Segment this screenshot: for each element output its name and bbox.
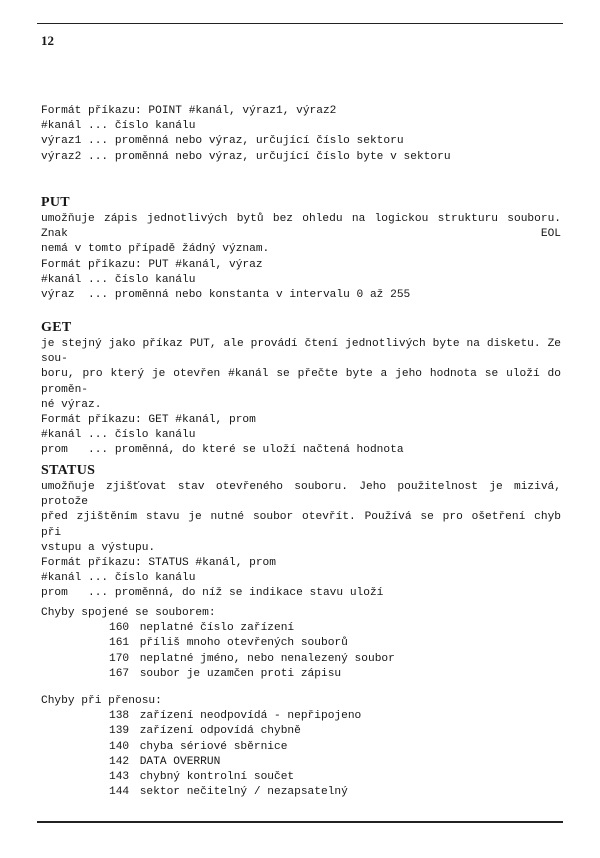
error-item — [41, 740, 561, 755]
error-text: sektor nečitelný / nezapsatelný — [139, 786, 348, 799]
status-description-line: vstupu a výstupu. — [41, 541, 156, 554]
error-text: chyba sériové sběrnice — [139, 740, 288, 753]
top-rule — [37, 23, 563, 24]
status-description — [41, 480, 561, 556]
section-heading-get: GET — [41, 320, 72, 335]
get-param-line: #kanál ... číslo kanálu — [41, 429, 196, 442]
error-code: 167 — [109, 667, 130, 680]
error-item — [41, 724, 561, 739]
error-item — [41, 709, 561, 724]
error-code: 144 — [109, 786, 130, 799]
error-item — [41, 621, 561, 636]
error-item — [41, 770, 561, 785]
bottom-rule — [37, 821, 563, 823]
transfer-errors-list — [41, 694, 561, 800]
put-format-line: Formát příkazu: PUT #kanál, výraz — [41, 258, 263, 271]
status-section — [41, 462, 561, 602]
file-errors-title: Chyby spojené se souborem: — [41, 607, 216, 619]
status-param-line: #kanál ... číslo kanálu — [41, 572, 196, 585]
status-param-line: prom ... proměnná, do níž se indikace stavu uloží — [41, 587, 384, 600]
point-param-line: výraz1 ... proměnná nebo výraz, určující číslo sektoru — [41, 135, 404, 148]
page-number: 12 — [41, 33, 54, 48]
error-text: soubor je uzamčen proti zápisu — [139, 667, 342, 680]
error-text: neplatné číslo zařízení — [139, 622, 295, 635]
error-item — [41, 667, 561, 682]
error-code: 143 — [109, 771, 130, 784]
error-item — [41, 785, 561, 800]
error-code: 161 — [109, 637, 130, 650]
point-param-line: #kanál ... číslo kanálu — [41, 120, 196, 133]
status-description-line: před zjištěním stavu je nutné soubor otevřít. Používá se pro ošetření chyb při — [41, 511, 561, 539]
error-code: 140 — [109, 740, 130, 753]
error-item — [41, 652, 561, 667]
error-code: 138 — [109, 710, 130, 723]
put-param-line: #kanál ... číslo kanálu — [41, 273, 196, 286]
get-param-line: prom ... proměnná, do které se uloží načtená hodnota — [41, 444, 404, 457]
get-description-line: je stejný jako příkaz PUT, ale provádí čtení jednotlivých byte na disketu. Ze sou- — [41, 338, 561, 366]
put-param-line: výraz ... proměnná nebo konstanta v intervalu 0 až 255 — [41, 289, 411, 302]
section-heading-status: STATUS — [41, 463, 96, 478]
point-param-line: výraz2 ... proměnná nebo výraz, určující číslo byte v sektoru — [41, 150, 451, 163]
point-format-line: Formát příkazu: POINT #kanál, výraz1, výraz2 — [41, 105, 337, 117]
error-item — [41, 755, 561, 770]
error-text: chybný kontrolní součet — [139, 771, 295, 784]
error-text: DATA OVERRUN — [139, 755, 221, 768]
section-heading-put: PUT — [41, 195, 70, 210]
get-description — [41, 337, 561, 413]
get-section — [41, 319, 561, 459]
error-text: neplatné jméno, nebo nenalezený soubor — [139, 652, 395, 665]
error-text: zařízení neodpovídá - nepřipojeno — [139, 710, 362, 723]
error-code: 160 — [109, 622, 130, 635]
error-item — [41, 636, 561, 651]
put-description-line: nemá v tomto případě žádný význam. — [41, 243, 270, 256]
error-text: příliš mnoho otevřených souborů — [139, 637, 348, 650]
transfer-errors-title: Chyby při přenosu: — [41, 695, 162, 707]
error-text: zařízení odpovídá chybně — [139, 725, 301, 738]
error-code: 170 — [109, 652, 130, 665]
put-description — [41, 212, 561, 258]
status-description-line: umožňuje zjišťovat stav otevřeného souboru. Jeho použitelnost je mizivá, protože — [41, 481, 561, 509]
put-section — [41, 194, 561, 303]
put-description-line: umožňuje zápis jednotlivých bytů bez ohledu na logickou strukturu souboru. Znak EOL — [41, 213, 561, 241]
point-syntax-block — [41, 104, 561, 165]
status-format-line: Formát příkazu: STATUS #kanál, prom — [41, 557, 276, 570]
error-code: 142 — [109, 755, 130, 768]
file-errors-list — [41, 606, 561, 682]
get-format-line: Formát příkazu: GET #kanál, prom — [41, 414, 256, 427]
error-code: 139 — [109, 725, 130, 738]
get-description-line: né výraz. — [41, 398, 102, 411]
get-description-line: boru, pro který je otevřen #kanál se přečte byte a jeho hodnota se uloží do proměn- — [41, 368, 561, 396]
